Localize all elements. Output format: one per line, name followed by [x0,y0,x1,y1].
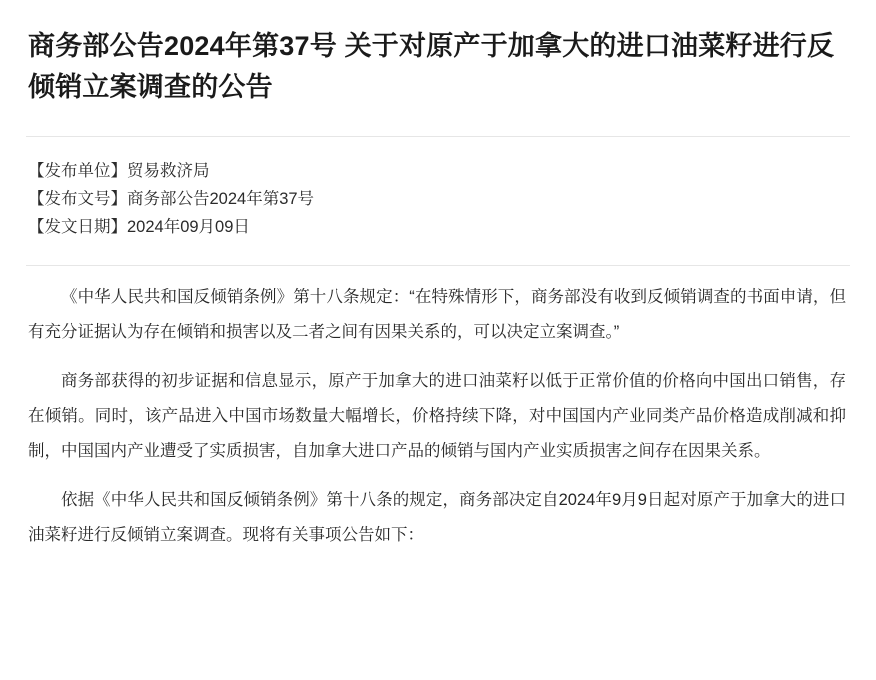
body-paragraph: 《中华人民共和国反倾销条例》第十八条规定：“在特殊情形下，商务部没有收到反倾销调查的书面申请，但有充分证据认为存在倾销和损害以及二者之间有因果关系的，可以决定立案调查。” [28,288,846,341]
document-metadata [26,157,850,241]
metadata-label-publisher: 【发布单位】 [28,162,127,180]
body-paragraph: 依据《中华人民共和国反倾销条例》第十八条的规定，商务部决定自2024年9月9日起对原产于加拿大的进口油菜籽进行反倾销立案调查。现将有关事项公告如下： [28,491,846,544]
metadata-divider [26,265,850,266]
metadata-row [28,213,850,241]
metadata-value-issue-date: 2024年09月09日 [127,218,250,236]
page-title: 商务部公告2024年第37号 关于对原产于加拿大的进口油菜籽进行反倾销立案调查的公告 [28,31,835,102]
document-body [26,280,850,553]
metadata-label-document-number: 【发布文号】 [28,190,127,208]
title-divider [26,136,850,137]
metadata-value-document-number: 商务部公告2024年第37号 [127,190,315,208]
metadata-row [28,157,850,185]
metadata-label-issue-date: 【发文日期】 [28,218,127,236]
body-paragraph: 商务部获得的初步证据和信息显示，原产于加拿大的进口油菜籽以低于正常价值的价格向中国出口销售，存在倾销。同时，该产品进入中国市场数量大幅增长，价格持续下降，对中国国内产业同类产品价格造成削减和抑制，中国国内产业遭受了实质损害，自加拿大进口产品的倾销与国内产业实质损害之间存在因果关系。 [28,372,846,460]
metadata-value-publisher: 贸易救济局 [127,162,210,180]
metadata-row [28,185,850,213]
